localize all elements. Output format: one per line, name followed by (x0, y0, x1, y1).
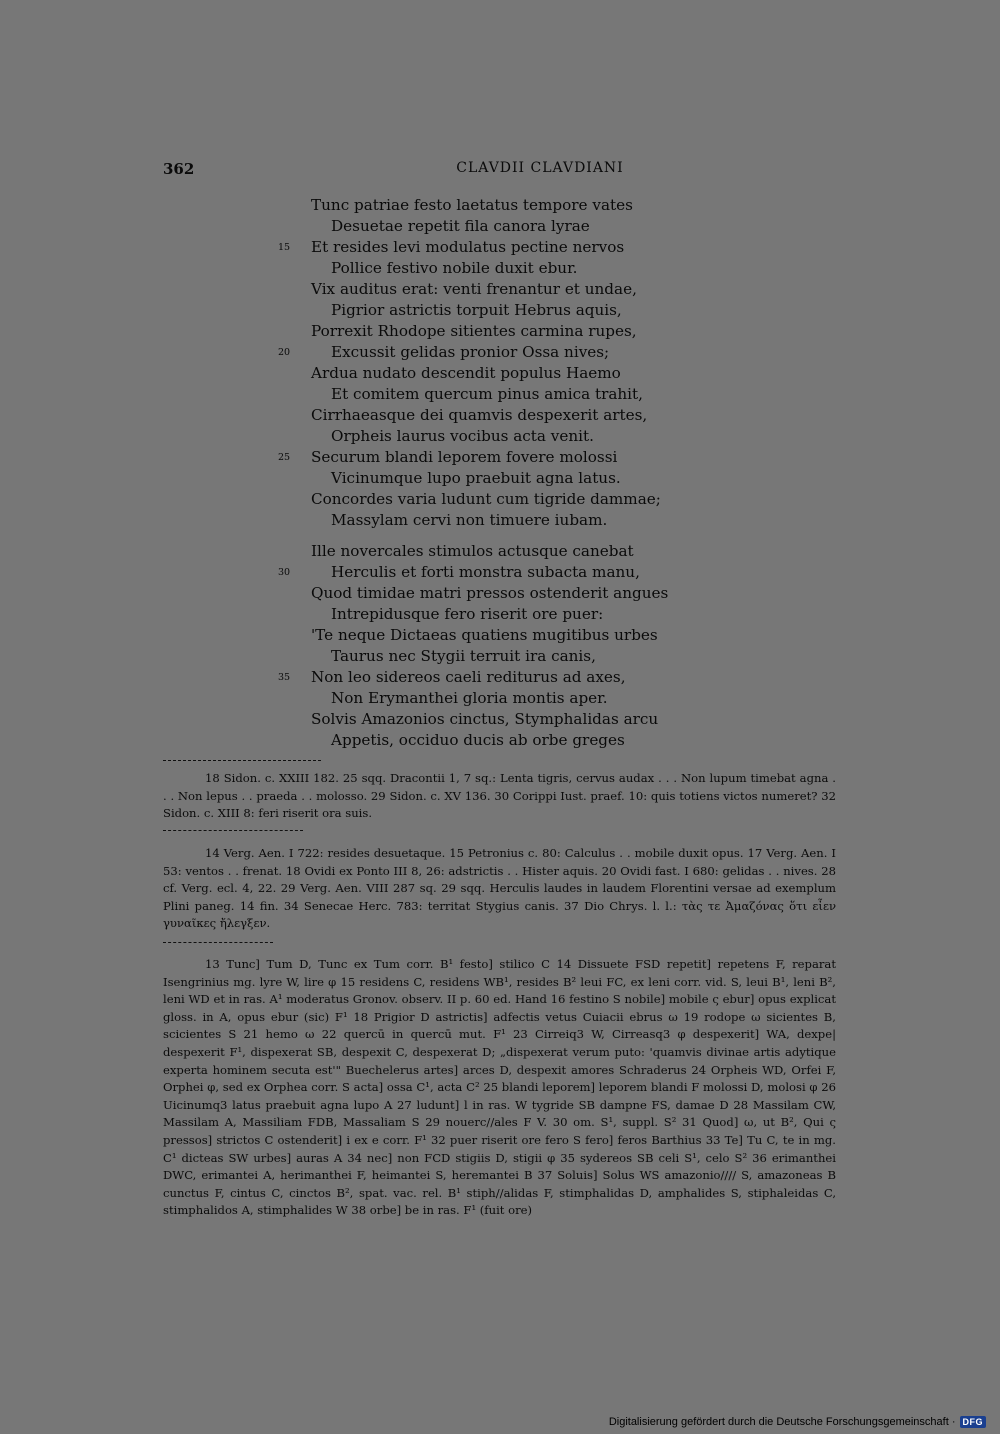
rule-mid (163, 830, 303, 831)
verse-line: Ille novercales stimulos actusque canebat (311, 542, 634, 560)
apparatus-entry: 14 Verg. Aen. I 722: resides desuetaque. 15 Petronius c. 80: Calculus . . mobile duxit opus. 17 Verg. Aen. I 53: ventos . . frenat. 18 Ovidi ex Ponto III 8, 26: adstrictis . . Hister aquis. 20 Ovidi fast. I 680: gelidas . . nives. 28 cf. Verg. ecl. 4, 22. 29 Verg. Aen. VIII 287 sq. 29 sqq. Herculis laudes in laudem Florentini versae ad exemplum Plini paneg. 14 fin. 34 Senecae Herc. 783: territat Stygius canis. 37 Dio Chrys. l. l.: τὰς τε Ἀμαζόνας ὅτι εἶεν γυναῖκες ἤλεγξεν. (163, 846, 836, 931)
footer-credit-text: Digitalisierung gefördert durch die Deutsche Forschungsgemeinschaft · (608, 1416, 956, 1428)
line-number: 25 (278, 452, 291, 463)
verse-line: Non Erymanthei gloria montis aper. (331, 689, 608, 707)
verse-line: Vicinumque lupo praebuit agna latus. (331, 469, 621, 487)
page-number: 362 (163, 160, 195, 178)
verse-line: Appetis, occiduo ducis ab orbe greges (331, 731, 625, 749)
verse-line: Taurus nec Stygii terruit ira canis, (331, 647, 596, 665)
verse-line: Pollice festivo nobile duxit ebur. (331, 259, 578, 277)
line-number: 35 (278, 672, 291, 683)
verse-line: Orpheis laurus vocibus acta venit. (331, 427, 594, 445)
verse-line: Cirrhaeasque dei quamvis despexerit artes, (311, 406, 648, 424)
verse-line: Non leo sidereos caeli rediturus ad axes, (311, 668, 626, 686)
footer-credit (609, 1416, 986, 1428)
apparatus-entry: 13 Tunc] Tum D, Tunc ex Tum corr. B¹ festo] stilico C 14 Dissuete FSD repetit] repetens F, reparat Isengrinius mg. lyre W, lire φ 15 residens C, residens WB¹, resides B² leui FC, ex leni corr. vid. S, leui B¹, leni B², leni WD et in ras. A¹ moderatus Gronov. observ. II p. 60 ed. Hand 16 festino S nobile] mobile ς ebur] opus explicat gloss. in A, opus ebur (sic) F¹ 18 Prigior D astrictis] adfectis vetus Cuiacii ebrus ω 19 rodope ω sicientes B, scicientes S 21 hemo ω 22 quercū in quercū mut. F¹ 23 Cirreiq3 W, Cirreasq3 φ despexerit] WA, dexpe| despexerit F¹, dispexerat SB, despexit C, despexerat D; „dispexerat verum puto: 'quamvis divinae artis adytique experta hominem secuta est'" Buechelerus artes] arces D, despexit amores Schraderus 24 Orpheis WD, Orfei F, Orphei φ, sed ex Orphea corr. S acta] ossa C¹, acta C² 25 blandi leporem] leporem blandi F molossi D, molosi φ 26 Uicinumq3 latus praebuit agna lupo A 27 ludunt] l in ras. W tygride SB dampne FS, damae D 28 Massilam CW, Massilam A, Massiliam FDB, Massaliam S 29 nouerc//ales F V. 30 om. S¹, suppl. S² 31 Quod] ω, ut B², Qui ς pressos] strictos C ostenderit] i ex e corr. F¹ 32 puer riserit ore fero S fero] feros Barthius 33 Te] Tu C, te in mg. C¹ dicteas SW urbes] auras A 34 nec] non FCD stigiis D, stigii φ 35 sydereos SB celi S¹, celo S² 36 erimanthei DWC, erimantei A, herimanthei F, heimantei S, heremantei B 37 Soluis] Solus WS amazonio//// S, amazoneas B cunctus F, cintus C, cinctos B², spat. vac. rel. B¹ stiph//alidas F, stimphalidas D, amphalides S, stiphaleidas C, stimphalidos A, stimphalides W 38 orbe] be in ras. F¹ (fuit ore) (163, 957, 836, 1218)
running-head: CLAVDII CLAVDIANI (456, 160, 624, 176)
verse-line: Pigrior astrictis torpuit Hebrus aquis, (331, 301, 622, 319)
verse-line: Et comitem quercum pinus amica trahit, (331, 385, 643, 403)
verse-line: Vix auditus erat: venti frenantur et undae, (311, 280, 637, 298)
line-number: 15 (278, 242, 291, 253)
verse-line: Desuetae repetit fila canora lyrae (331, 217, 590, 235)
apparatus-fontes (163, 845, 836, 933)
apparatus-similia (163, 770, 836, 823)
apparatus-entry: 18 Sidon. c. XXIII 182. 25 sqq. Dracontii 1, 7 sq.: Lenta tigris, cervus audax . . . Non lupum timebat agna . . . Non lepus . . praeda . . molosso. 29 Sidon. c. XV 136. 30 Corippi Iust. praef. 10: quis totiens victos numeret? 32 Sidon. c. XIII 8: feri riserit ora suis. (163, 771, 836, 821)
apparatus-critica (163, 956, 836, 1220)
rule-low (163, 942, 273, 943)
dfg-logo-icon: DFG (960, 1416, 987, 1428)
verse-line: 'Te neque Dictaeas quatiens mugitibus urbes (311, 626, 658, 644)
verse-line: Securum blandi leporem fovere molossi (311, 448, 618, 466)
verse-line: Et resides levi modulatus pectine nervos (311, 238, 625, 256)
verse-line: Ardua nudato descendit populus Haemo (311, 364, 621, 382)
verse-line: Tunc patriae festo laetatus tempore vates (311, 196, 633, 214)
rule-top (163, 760, 321, 761)
line-number: 20 (278, 347, 291, 358)
verse-line: Herculis et forti monstra subacta manu, (331, 563, 640, 581)
line-number: 30 (278, 567, 291, 578)
verse-line: Excussit gelidas pronior Ossa nives; (331, 343, 610, 361)
verse-line: Massylam cervi non timuere iubam. (331, 511, 608, 529)
verse-line: Solvis Amazonios cinctus, Stymphalidas arcu (311, 710, 659, 728)
verse-line: Porrexit Rhodope sitientes carmina rupes, (311, 322, 637, 340)
verse-line: Concordes varia ludunt cum tigride dammae; (311, 490, 661, 508)
verse-line: Intrepidusque fero riserit ore puer: (331, 605, 604, 623)
verse-line: Quod timidae matri pressos ostenderit angues (311, 584, 669, 602)
